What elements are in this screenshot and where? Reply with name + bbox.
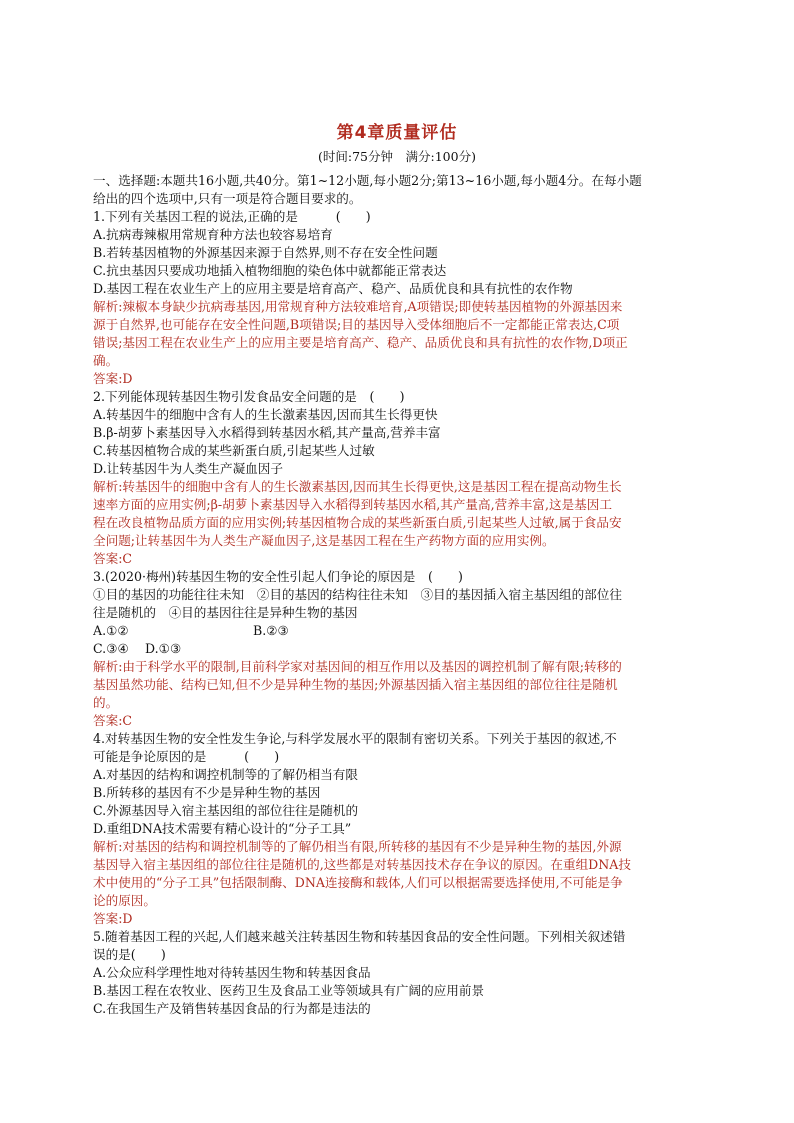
statement-list-cont: 往是随机的 ④目的基因往往是异种生物的基因 <box>93 605 358 620</box>
question-stem-cont: 可能是争论原因的是 ( ) <box>93 749 280 764</box>
explanation: 错误;基因工程在农业生产上的应用主要是培育高产、稳产、品质优良和具有抗性的农作物,D项正 <box>93 335 628 350</box>
explanation: 解析:转基因牛的细胞中含有人的生长激素基因,因而其生长得更快,这是基因工程在提高动物生长 <box>93 479 622 494</box>
question-stem: 3.(2020·梅州)转基因生物的安全性引起人们争论的原因是 ( ) <box>93 569 463 584</box>
option-b: B.若转基因植物的外源基因来源于自然界,则不存在安全性问题 <box>93 245 438 260</box>
exam-info: (时间:75分钟 满分:100分) <box>318 149 476 164</box>
option-a: A.抗病毒辣椒用常规育种方法也较容易培育 <box>93 227 333 242</box>
document-body <box>93 172 705 1018</box>
explanation: 术中使用的“分子工具”包括限制酶、DNA连接酶和载体,人们可以根据需要选择使用,不可能是争 <box>93 875 623 890</box>
option-a: A.对基因的结构和调控机制等的了解仍相当有限 <box>93 767 358 782</box>
explanation: 程在改良植物品质方面的应用实例;转基因植物合成的某些新蛋白质,引起某些人过敏,属于食品安 <box>93 515 622 530</box>
options-row <box>93 640 705 658</box>
question-stem: 5.随着基因工程的兴起,人们越来越关注转基因生物和转基因食品的安全性问题。下列相关叙述错 <box>93 929 626 944</box>
option-b: B.所转移的基因有不少是异种生物的基因 <box>93 785 321 800</box>
option-d: D.基因工程在农业生产上的应用主要是培育高产、稳产、品质优良和具有抗性的农作物 <box>93 281 573 296</box>
answer: 答案:D <box>93 371 133 386</box>
option-d: D.让转基因牛为人类生产凝血因子 <box>93 461 283 476</box>
explanation: 源于自然界,也可能存在安全性问题,B项错误;目的基因导入受体细胞后不一定都能正常表达,C项 <box>93 317 620 332</box>
explanation: 解析:对基因的结构和调控机制等的了解仍相当有限,所转移的基因有不少是异种生物的基因,外源 <box>93 839 622 854</box>
option-b: B.基因工程在农牧业、医药卫生及食品工业等领域具有广阔的应用前景 <box>93 983 485 998</box>
explanation: 解析:辣椒本身缺少抗病毒基因,用常规育种方法较难培育,A项错误;即使转基因植物的外源基因来 <box>93 299 623 314</box>
options-row <box>93 622 705 640</box>
option-c: C.在我国生产及销售转基因食品的行为都是违法的 <box>93 1001 371 1016</box>
option-c: C.抗虫基因只要成功地插入植物细胞的染色体中就都能正常表达 <box>93 263 447 278</box>
option-a: A.①② <box>93 623 129 638</box>
explanation: 确。 <box>93 353 119 368</box>
explanation: 基因虽然功能、结构已知,但不少是异种生物的基因;外源基因插入宿主基因组的部位往往是随机 <box>93 677 618 692</box>
section-instructions-cont: 给出的四个选项中,只有一项是符合题目要求的。 <box>93 191 362 206</box>
explanation: 速率方面的应用实例;β-胡萝卜素基因导入水稻得到转基因水稻,其产量高,营养丰富,这是基因工 <box>93 497 612 512</box>
option-b: B.β-胡萝卜素基因导入水稻得到转基因水稻,其产量高,营养丰富 <box>93 425 441 440</box>
question-stem: 1.下列有关基因工程的说法,正确的是 ( ) <box>93 209 371 224</box>
option-c: C.③④ <box>93 641 129 656</box>
question-stem: 2.下列能体现转基因生物引发食品安全问题的是 ( ) <box>93 389 405 404</box>
option-c: C.外源基因导入宿主基因组的部位往往是随机的 <box>93 803 359 818</box>
question-stem-cont: 误的是( ) <box>93 947 166 962</box>
option-d: D.①③ <box>145 641 182 656</box>
section-instructions: 一、选择题:本题共16小题,共40分。第1~12小题,每小题2分;第13~16小题,每小题4分。在每小题 <box>93 173 642 188</box>
explanation: 的。 <box>93 695 119 710</box>
option-d: D.重组DNA技术需要有精心设计的“分子工具” <box>93 821 352 836</box>
option-a: A.公众应科学理性地对待转基因生物和转基因食品 <box>93 965 371 980</box>
answer: 答案:C <box>93 551 133 566</box>
option-b: B.②③ <box>253 623 289 638</box>
explanation: 解析:由于科学水平的限制,目前科学家对基因间的相互作用以及基因的调控机制了解有限;转移的 <box>93 659 622 674</box>
question-stem: 4.对转基因生物的安全性发生争论,与科学发展水平的限制有密切关系。下列关于基因的叙述,不 <box>93 731 617 746</box>
answer: 答案:D <box>93 911 133 926</box>
option-c: C.转基因植物合成的某些新蛋白质,引起某些人过敏 <box>93 443 375 458</box>
answer: 答案:C <box>93 713 133 728</box>
explanation: 论的原因。 <box>93 893 156 908</box>
page-title: 第4章质量评估 <box>336 123 458 143</box>
explanation: 基因导入宿主基因组的部位往往是随机的,这些都是对转基因技术存在争议的原因。在重组DNA技 <box>93 857 631 872</box>
explanation: 全问题;让转基因牛为人类生产凝血因子,这是基因工程在生产药物方面的应用实例。 <box>93 533 555 548</box>
option-a: A.转基因牛的细胞中含有人的生长激素基因,因而其生长得更快 <box>93 407 438 422</box>
statement-list: ①目的基因的功能往往未知 ②目的基因的结构往往未知 ③目的基因插入宿主基因组的部位往 <box>93 587 622 602</box>
